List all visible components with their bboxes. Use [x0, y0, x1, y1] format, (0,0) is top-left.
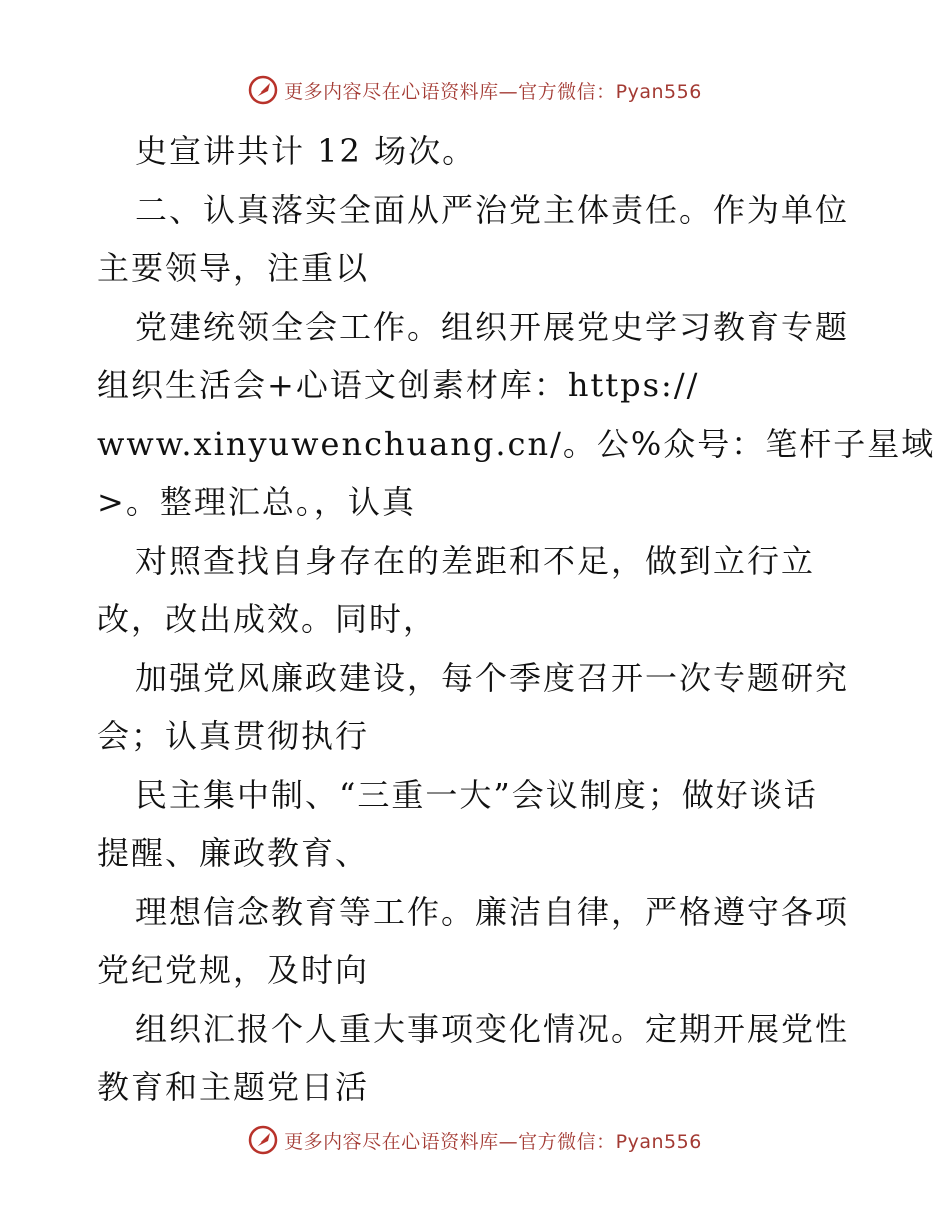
header-banner: [0, 70, 950, 110]
footer-banner: [0, 1120, 950, 1160]
body-line: 组织生活会+心语文创素材库：https://: [97, 366, 700, 404]
body-line: www.xinyuwenchuang.cn/。公%众号：笔杆子星域: [97, 424, 936, 463]
body-line: 加强党风廉政建设，每个季度召开一次专题研究: [135, 658, 850, 697]
quill-pen-logo-icon: [248, 75, 278, 105]
body-line: >。整理汇总。，认真: [97, 483, 416, 521]
body-line: 二、认真落实全面从严治党主体责任。作为单位: [135, 190, 850, 229]
body-line: 党纪党规，及时向: [97, 951, 370, 989]
body-line: 党建统领全会工作。组织开展党史学习教育专题: [135, 307, 850, 346]
body-line: 教育和主题党日活: [97, 1068, 370, 1106]
quill-pen-logo-icon: [248, 1125, 278, 1155]
body-line: 组织汇报个人重大事项变化情况。定期开展党性: [135, 1009, 850, 1048]
body-line: 会；认真贯彻执行: [97, 717, 370, 755]
header-banner-text: 更多内容尽在心语资料库—官方微信：Pyan556: [284, 80, 702, 103]
footer-banner-text: 更多内容尽在心语资料库—官方微信：Pyan556: [284, 1130, 702, 1153]
body-line: 民主集中制、“三重一大”会议制度；做好谈话: [135, 775, 818, 814]
body-line: 理想信念教育等工作。廉洁自律，严格遵守各项: [135, 892, 850, 931]
body-line: 改，改出成效。同时，: [97, 600, 438, 638]
body-line: 提醒、廉政教育、: [97, 834, 370, 872]
body-line: 史宣讲共计 12 场次。: [135, 132, 477, 170]
body-line: 主要领导，注重以: [97, 249, 370, 287]
document-body: [97, 122, 936, 1117]
body-line: 对照查找自身存在的差距和不足，做到立行立: [135, 541, 816, 580]
